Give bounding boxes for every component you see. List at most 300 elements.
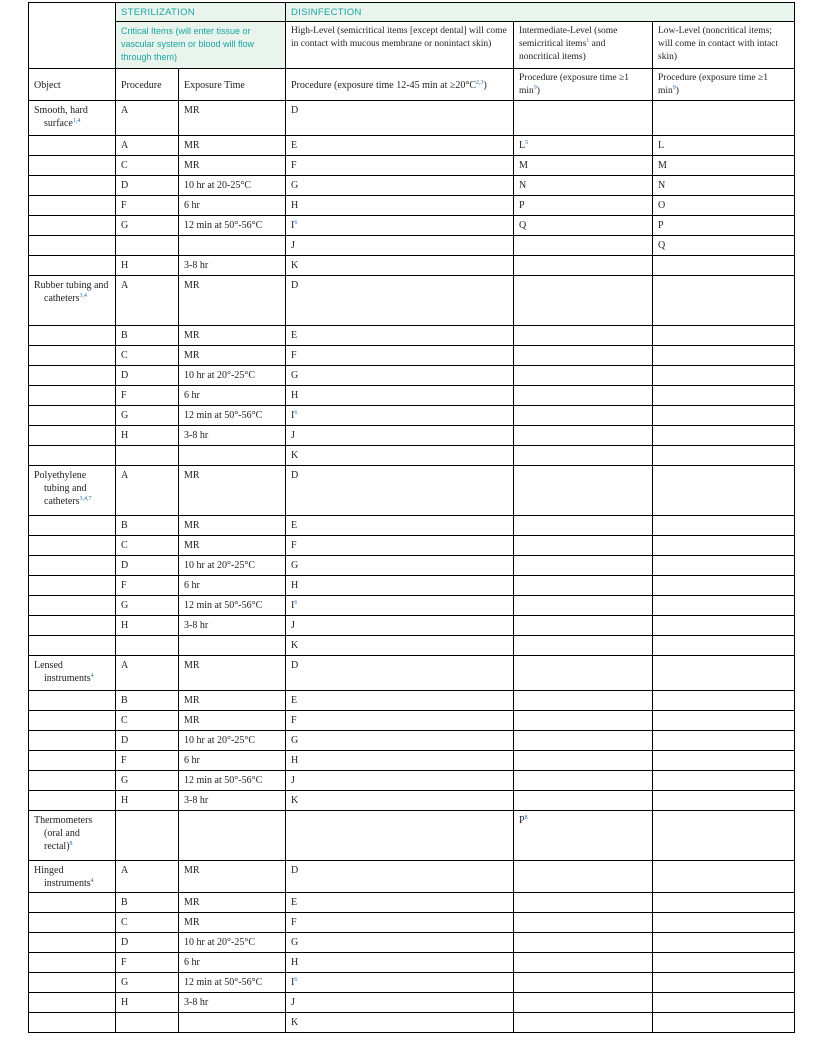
high-level-cell [286,196,514,216]
procedure-cell [116,446,179,466]
intermediate-procedure-header [514,69,653,101]
procedure-value: B [121,520,128,531]
intermediate-level-value: N [519,180,527,191]
exposure-time-cell [179,596,286,616]
intermediate-level-cell [514,256,653,276]
object-cell [29,691,116,711]
intermediate-level-cell [514,366,653,386]
procedure-cell [116,751,179,771]
procedure-cell [116,136,179,156]
intermediate-level-text: Intermediate-Level (some semicritical items [519,26,618,49]
blank-corner-cell [29,3,116,69]
high-level-cell [286,771,514,791]
high-level-cell [286,176,514,196]
exposure-time-cell [179,366,286,386]
object-cell [29,596,116,616]
intermediate-level-cell [514,973,653,993]
high-level-cell [286,326,514,346]
table-row [29,596,795,616]
procedure-value: G [121,600,129,611]
procedure-value: A [121,140,129,151]
low-level-cell [653,893,795,913]
low-level-value: N [658,180,666,191]
object-cell [29,893,116,913]
procedure-cell [116,861,179,893]
exposure-time-value: 3-8 hr [184,430,209,441]
high-level-cell [286,893,514,913]
table-row [29,1013,795,1033]
exposure-time-value: MR [184,330,200,341]
column-header-row [29,69,795,101]
high-level-value: J [291,997,295,1008]
exposure-time-value: 12 min at 50°-56°C [184,410,263,421]
table-row [29,576,795,596]
intermediate-level-cell [514,326,653,346]
low-level-cell [653,536,795,556]
high-level-value: K [291,1017,299,1028]
procedure-value: D [121,560,129,571]
exposure-time-value: 6 hr [184,957,200,968]
high-level-value: D [291,105,299,116]
procedure-value: A [121,865,129,876]
table-row [29,156,795,176]
object-cell [29,346,116,366]
low-level-cell [653,466,795,516]
intermediate-level-cell [514,101,653,136]
procedure-value: A [121,105,129,116]
low-level-cell [653,933,795,953]
exposure-time-value: 10 hr at 20°-25°C [184,560,256,571]
exposure-time-value: MR [184,470,200,481]
procedure-cell [116,636,179,656]
procedure-value: B [121,330,128,341]
table-row [29,731,795,751]
low-level-cell [653,326,795,346]
intermediate-level-cell [514,636,653,656]
exposure-time-value: 10 hr at 20°-25°C [184,937,256,948]
high-level-cell [286,636,514,656]
high-level-cell [286,366,514,386]
low-level-cell [653,446,795,466]
header-row-levels [29,22,795,69]
object-cell [29,636,116,656]
intermediate-level-value: P [519,200,525,211]
object-cell [29,366,116,386]
object-cell [29,1013,116,1033]
exposure-time-cell [179,556,286,576]
exposure-time-cell [179,326,286,346]
object-cell [29,616,116,636]
table-row [29,536,795,556]
object-cell [29,656,116,691]
high-level-cell [286,386,514,406]
exposure-time-cell [179,711,286,731]
high-level-cell [286,993,514,1013]
footnote-marker: 8 [524,815,528,821]
high-level-value: G [291,370,299,381]
intermediate-level-cell [514,156,653,176]
exposure-time-cell [179,973,286,993]
object-cell [29,176,116,196]
high-level-value: D [291,280,299,291]
procedure-value: C [121,350,128,361]
object-cell [29,973,116,993]
high-level-cell [286,256,514,276]
high-level-value: K [291,795,299,806]
procedure-cell [116,236,179,256]
footnote-marker: 9 [672,85,676,91]
procedure-value: H [121,260,129,271]
procedure-cell [116,691,179,711]
exposure-time-value: MR [184,350,200,361]
high-level-value: K [291,450,299,461]
exposure-time-cell [179,276,286,326]
intermediate-level-value: M [519,160,528,171]
object-cell [29,466,116,516]
high-level-cell [286,596,514,616]
footnote-marker: 6 [294,600,298,606]
high-level-cell [286,953,514,973]
intermediate-level-cell [514,426,653,446]
intermediate-level-value: Q [519,220,527,231]
high-level-cell [286,346,514,366]
exposure-time-value: MR [184,897,200,908]
exposure-time-cell [179,576,286,596]
procedure-cell [116,426,179,446]
intermediate-level-cell [514,516,653,536]
low-level-cell [653,691,795,711]
low-level-cell [653,426,795,446]
table-row [29,861,795,893]
procedure-value: H [121,430,129,441]
procedure-cell [116,196,179,216]
object-cell [29,953,116,973]
sterilization-header: STERILIZATION [116,3,286,22]
procedure-value: F [121,580,127,591]
high-level-value: E [291,897,298,908]
procedure-cell [116,1013,179,1033]
high-level-procedure-tail: ) [483,79,487,91]
low-level-cell [653,861,795,893]
exposure-time-cell [179,933,286,953]
procedure-value: C [121,917,128,928]
exposure-time-value: 10 hr at 20°-25°C [184,370,256,381]
exposure-time-cell [179,791,286,811]
footnote-marker: 1,4 [72,118,81,124]
high-level-cell [286,731,514,751]
table-row [29,346,795,366]
object-cell [29,386,116,406]
exposure-time-cell [179,256,286,276]
exposure-time-value: MR [184,140,200,151]
intermediate-level-cell [514,596,653,616]
exposure-time-value: MR [184,865,200,876]
high-level-value: H [291,957,299,968]
table-row [29,993,795,1013]
procedure-cell [116,953,179,973]
high-level-cell [286,973,514,993]
exposure-time-cell [179,691,286,711]
exposure-time-cell [179,466,286,516]
object-label: Lensed instruments [34,660,91,684]
intermediate-level-cell [514,953,653,973]
intermediate-level-cell [514,616,653,636]
footnote-marker: 8 [69,841,73,847]
procedure-cell [116,596,179,616]
intermediate-level-cell [514,913,653,933]
exposure-time-cell [179,811,286,861]
high-level-cell [286,811,514,861]
high-level-cell [286,556,514,576]
intermediate-level-cell [514,136,653,156]
low-level-cell [653,516,795,536]
table-row [29,256,795,276]
high-level-cell [286,1013,514,1033]
table-row [29,791,795,811]
table-row [29,176,795,196]
table-row [29,276,795,326]
high-level-value: G [291,560,299,571]
table-row [29,691,795,711]
procedure-value: C [121,715,128,726]
exposure-time-cell [179,993,286,1013]
table-row [29,616,795,636]
object-name [34,469,110,508]
intermediate-level-cell [514,1013,653,1033]
object-cell [29,446,116,466]
high-level-value: E [291,695,298,706]
table-row [29,426,795,446]
procedure-value: F [121,957,127,968]
procedure-cell [116,913,179,933]
exposure-time-cell [179,636,286,656]
high-level-value: F [291,160,297,171]
table-row [29,236,795,256]
exposure-time-value: 6 hr [184,755,200,766]
high-level-cell [286,136,514,156]
low-level-cell [653,973,795,993]
exposure-time-cell [179,101,286,136]
intermediate-procedure-text: Procedure (exposure time ≥1 min [519,73,629,96]
high-level-value: H [291,755,299,766]
low-level-cell [653,216,795,236]
procedure-cell [116,556,179,576]
intermediate-level-value: L [519,140,526,151]
high-level-cell [286,426,514,446]
table-row [29,556,795,576]
procedure-cell [116,326,179,346]
footnote-marker: 2,3 [476,79,484,86]
exposure-time-cell [179,156,286,176]
table-row [29,516,795,536]
procedure-cell [116,993,179,1013]
low-level-cell [653,596,795,616]
high-level-cell [286,466,514,516]
high-level-value: I [291,977,295,988]
exposure-time-cell [179,176,286,196]
procedure-cell [116,791,179,811]
high-level-cell [286,101,514,136]
procedure-cell [116,973,179,993]
high-level-cell [286,156,514,176]
high-level-cell [286,446,514,466]
object-cell [29,993,116,1013]
high-level-value: K [291,640,299,651]
object-cell [29,751,116,771]
exposure-time-value: 12 min at 50°-56°C [184,977,263,988]
table-row [29,913,795,933]
object-cell [29,276,116,326]
footnote-marker: 6 [294,410,298,416]
low-level-cell [653,656,795,691]
footnote-marker: 9 [533,85,537,91]
table-row [29,636,795,656]
procedure-value: G [121,410,129,421]
object-label: Polyethylene tubing and catheters [34,470,87,507]
high-level-cell [286,616,514,636]
low-level-cell [653,953,795,973]
table-row [29,466,795,516]
exposure-time-value: MR [184,660,200,671]
low-level-cell [653,176,795,196]
table-row [29,973,795,993]
footnote-marker: 3,4 [79,293,88,299]
high-level-cell [286,861,514,893]
intermediate-level-header [514,22,653,69]
procedure-value: H [121,997,129,1008]
high-level-value: F [291,715,297,726]
procedure-cell [116,176,179,196]
high-level-cell [286,276,514,326]
exposure-time-cell [179,953,286,973]
low-level-cell [653,366,795,386]
high-level-value: D [291,470,299,481]
high-level-value: D [291,660,299,671]
low-level-cell [653,731,795,751]
low-level-value: Q [658,240,666,251]
high-level-cell [286,933,514,953]
high-level-value: J [291,430,295,441]
object-column-header: Object [29,69,116,101]
table-row [29,771,795,791]
object-cell [29,326,116,346]
high-level-cell [286,216,514,236]
intermediate-level-cell [514,861,653,893]
exposure-time-cell [179,446,286,466]
intermediate-level-cell [514,406,653,426]
intermediate-level-cell [514,751,653,771]
footnote-marker: 1 [586,38,590,44]
procedure-cell [116,466,179,516]
low-level-cell [653,136,795,156]
exposure-time-value: MR [184,520,200,531]
high-level-value: E [291,520,298,531]
object-cell [29,426,116,446]
procedure-value: F [121,390,127,401]
exposure-time-cell [179,731,286,751]
high-level-value: E [291,330,298,341]
table-row [29,811,795,861]
intermediate-level-cell [514,216,653,236]
high-level-procedure-header [286,69,514,101]
high-level-cell [286,656,514,691]
low-level-cell [653,346,795,366]
table-row [29,386,795,406]
intermediate-level-cell [514,446,653,466]
low-level-cell [653,556,795,576]
low-level-cell [653,156,795,176]
footnote-marker: 4 [90,878,94,884]
low-level-cell [653,791,795,811]
procedure-cell [116,811,179,861]
object-cell [29,236,116,256]
exposure-time-cell [179,861,286,893]
low-level-cell [653,196,795,216]
object-name [34,104,110,130]
high-level-procedure-text: Procedure (exposure time 12-45 min at ≥20°C [291,79,476,91]
low-procedure-header [653,69,795,101]
procedure-cell [116,711,179,731]
high-level-value: F [291,540,297,551]
high-level-value: H [291,200,299,211]
table-row [29,893,795,913]
high-level-cell [286,751,514,771]
intermediate-level-cell [514,711,653,731]
object-cell [29,156,116,176]
low-level-value: L [658,140,665,151]
high-level-value: D [291,865,299,876]
object-name [34,864,110,890]
footnote-marker: 6 [294,977,298,983]
low-level-value: M [658,160,667,171]
exposure-time-cell [179,386,286,406]
table-row [29,711,795,731]
exposure-time-value: 3-8 hr [184,997,209,1008]
exposure-time-cell [179,346,286,366]
procedure-value: G [121,220,129,231]
exposure-time-cell [179,406,286,426]
exposure-time-cell [179,751,286,771]
table-row [29,101,795,136]
high-level-value: F [291,917,297,928]
footnote-marker: 6 [294,220,298,226]
procedure-cell [116,616,179,636]
low-level-cell [653,256,795,276]
procedure-cell [116,256,179,276]
low-procedure-tail: ) [675,86,679,96]
low-level-cell [653,751,795,771]
exposure-time-cell [179,536,286,556]
high-level-cell [286,913,514,933]
table-row [29,196,795,216]
object-cell [29,576,116,596]
exposure-time-cell [179,196,286,216]
high-level-cell [286,516,514,536]
high-level-value: J [291,240,295,251]
object-cell [29,711,116,731]
low-level-cell [653,811,795,861]
high-level-value: I [291,600,295,611]
high-level-value: E [291,140,298,151]
intermediate-level-tail: and noncritical items) [519,39,606,62]
exposure-time-value: 6 hr [184,200,200,211]
procedure-value: B [121,695,128,706]
table-row [29,136,795,156]
procedure-cell [116,386,179,406]
exposure-time-value: 12 min at 50°-56°C [184,775,263,786]
object-label: Hinged instruments [34,865,91,889]
low-level-cell [653,711,795,731]
